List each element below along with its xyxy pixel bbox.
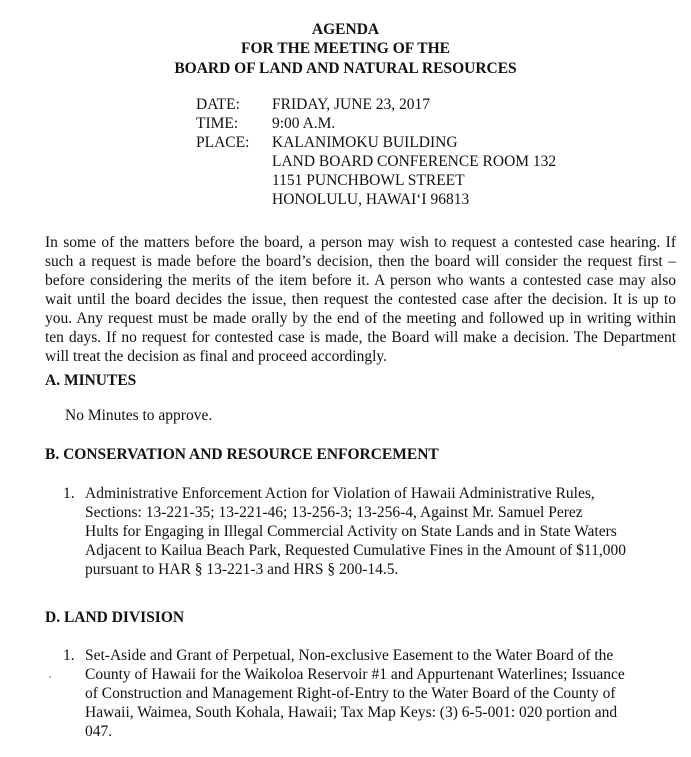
place-line: LAND BOARD CONFERENCE ROOM 132 xyxy=(272,153,557,170)
item-line: 047. xyxy=(85,723,113,740)
place-address xyxy=(272,133,556,209)
item-text xyxy=(85,646,648,741)
item-line: of Construction and Management Right-of-Entry to the Water Board of the County of xyxy=(85,685,616,702)
place-line: HONOLULU, HAWAI‘I 96813 xyxy=(272,191,470,208)
scan-speck xyxy=(49,676,51,678)
section-b-item-1 xyxy=(63,484,626,579)
section-b-heading: B. CONSERVATION AND RESOURCE ENFORCEMENT xyxy=(45,446,439,463)
item-line: Administrative Enforcement Action for Violation of Hawaii Administrative Rules, xyxy=(85,485,595,502)
section-d-heading: D. LAND DIVISION xyxy=(45,609,185,626)
agenda-title: AGENDA xyxy=(311,21,380,38)
item-line: Hults for Engaging in Illegal Commercial Activity on State Lands and in State Waters xyxy=(85,523,617,540)
contested-case-notice: In some of the matters before the board, a person may wish to request a contested case hearing. If such a request is made before the board’s decision, then the board will consider the request first – before considering the merits of the item before it. A person who wants a contested case may also wait until the board decides the issue, then request the contested case after the decision. It is up to you. Any request must be made orally by the end of the meeting and followed up in writing within ten days. If no request for contested case is made, the Board will make a decision. The Department will treat the decision as final and proceed accordingly. xyxy=(45,234,676,365)
time-label: TIME: xyxy=(196,115,239,132)
section-a-text: No Minutes to approve. xyxy=(65,407,213,424)
place-label: PLACE: xyxy=(196,134,250,151)
section-a-heading: A. MINUTES xyxy=(45,372,137,389)
meeting-info xyxy=(196,95,556,209)
item-line: Set-Aside and Grant of Perpetual, Non-exclusive Easement to the Water Board of the xyxy=(85,647,614,664)
place-line: KALANIMOKU BUILDING xyxy=(272,134,458,151)
item-number: 1. xyxy=(63,647,75,664)
board-name: BOARD OF LAND AND NATURAL RESOURCES xyxy=(174,60,517,77)
item-line: County of Hawaii for the Waikoloa Reservoir #1 and Appurtenant Waterlines; Issuance xyxy=(85,666,625,683)
item-line: Adjacent to Kailua Beach Park, Requested Cumulative Fines in the Amount of $11,000 xyxy=(85,542,626,559)
date-label: DATE: xyxy=(196,96,240,113)
place-line: 1151 PUNCHBOWL STREET xyxy=(272,172,465,189)
date-value: FRIDAY, JUNE 23, 2017 xyxy=(272,96,431,113)
section-d-item-1 xyxy=(63,646,648,741)
item-text xyxy=(85,484,626,579)
place-row xyxy=(196,133,556,209)
date-row xyxy=(196,95,556,114)
item-line: Sections: 13-221-35; 13-221-46; 13-256-3; 13-256-4, Against Mr. Samuel Perez xyxy=(85,504,583,521)
item-number: 1. xyxy=(63,485,75,502)
item-line: Hawaii, Waimea, South Kohala, Hawaii; Tax Map Keys: (3) 6-5-001: 020 portion and xyxy=(85,704,618,721)
item-line: pursuant to HAR § 13-221-3 and HRS § 200-14.5. xyxy=(85,561,399,578)
time-value: 9:00 A.M. xyxy=(272,115,336,132)
agenda-subtitle: FOR THE MEETING OF THE xyxy=(240,40,450,57)
time-row xyxy=(196,114,556,133)
